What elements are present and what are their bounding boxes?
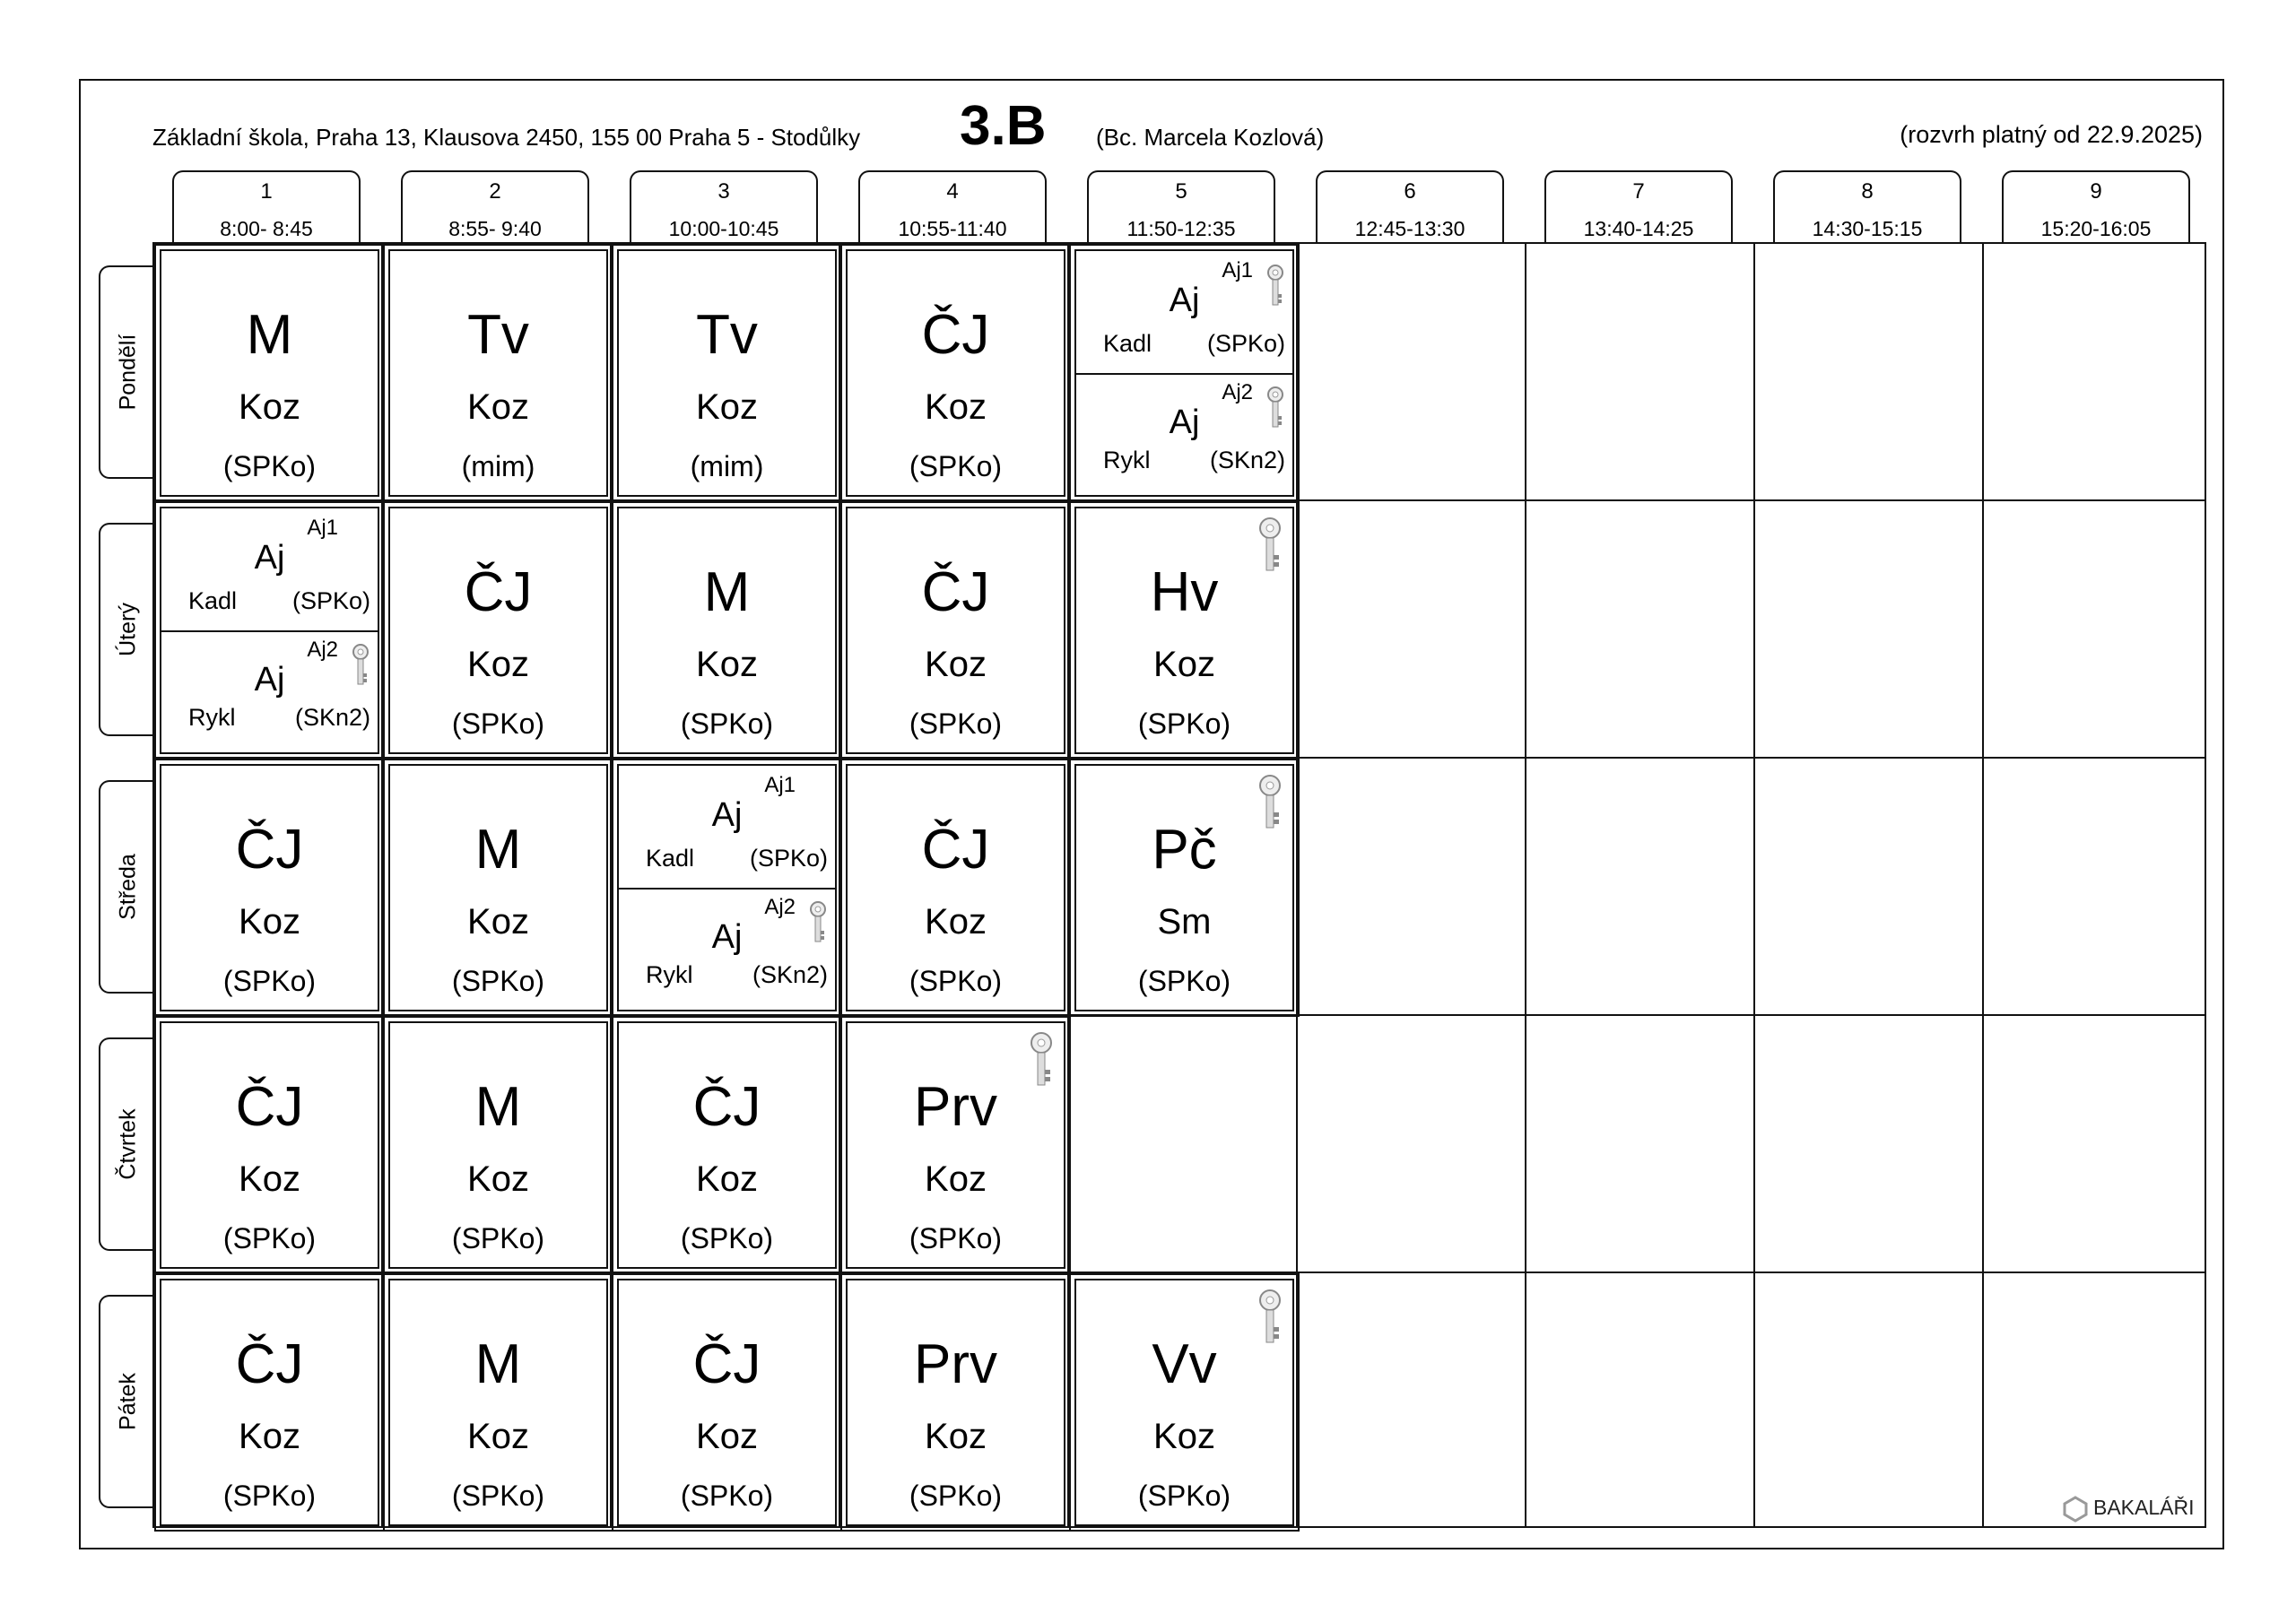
day-label: Úterý bbox=[115, 603, 141, 656]
group-label: Aj2 bbox=[764, 895, 796, 919]
period-number: 9 bbox=[2090, 179, 2102, 204]
group-lesson[interactable] bbox=[161, 630, 378, 752]
bakalari-logo bbox=[2063, 1496, 2195, 1523]
lesson-room: (SPKo) bbox=[909, 450, 1003, 482]
lesson-subject: M bbox=[246, 304, 293, 366]
grid-line bbox=[152, 499, 2206, 501]
lesson-teacher: Koz bbox=[239, 1159, 300, 1199]
group-teacher: Rykl bbox=[188, 704, 236, 731]
group-label: Aj1 bbox=[1222, 258, 1253, 282]
lesson-room: (SPKo) bbox=[1137, 1480, 1231, 1512]
lesson-room: (SPKo) bbox=[451, 1480, 545, 1512]
group-lesson[interactable] bbox=[619, 766, 835, 890]
group-teacher: Rykl bbox=[1103, 447, 1151, 473]
lesson-room: (SPKo) bbox=[909, 1222, 1003, 1254]
lesson-subject: ČJ bbox=[464, 561, 533, 623]
lesson-room: (SPKo) bbox=[1137, 965, 1231, 997]
lesson-room: (SPKo) bbox=[909, 1480, 1003, 1512]
lesson-teacher: Koz bbox=[467, 387, 529, 427]
group-lesson[interactable] bbox=[1076, 251, 1292, 375]
day-label: Středa bbox=[115, 854, 141, 920]
lesson-room: (SPKo) bbox=[222, 450, 317, 482]
group-label: Aj2 bbox=[1222, 380, 1253, 404]
group-subject: Aj bbox=[1169, 282, 1200, 319]
lesson-cell[interactable] bbox=[388, 1021, 608, 1269]
period-time: 10:55-11:40 bbox=[898, 217, 1007, 240]
lesson-room: (SPKo) bbox=[451, 1222, 545, 1254]
group-room: (SPKo) bbox=[1206, 330, 1285, 357]
lesson-subject: ČJ bbox=[235, 1333, 304, 1395]
lesson-room: (SPKo) bbox=[451, 965, 545, 997]
lesson-subject: ČJ bbox=[921, 304, 990, 366]
period-number: 3 bbox=[718, 179, 730, 204]
grid-line bbox=[1525, 242, 1526, 1528]
group-room: (SKn2) bbox=[1209, 447, 1285, 473]
lesson-subject: Tv bbox=[696, 304, 758, 366]
lesson-teacher: Koz bbox=[467, 902, 529, 942]
day-label: Pátek bbox=[115, 1373, 141, 1430]
lesson-teacher: Koz bbox=[1153, 1417, 1215, 1456]
day-tab-friday bbox=[99, 1295, 156, 1508]
period-tab-1 bbox=[172, 170, 361, 242]
lesson-cell[interactable] bbox=[846, 1021, 1065, 1269]
validity-date: (rozvrh platný od 22.9.2025) bbox=[1900, 121, 2203, 148]
lesson-subject: ČJ bbox=[692, 1333, 761, 1395]
lesson-room: (mim) bbox=[690, 450, 764, 482]
grid-line bbox=[152, 1271, 2206, 1273]
lesson-room: (SPKo) bbox=[680, 707, 774, 740]
period-time: 8:00- 8:45 bbox=[220, 217, 313, 240]
lesson-subject: Tv bbox=[467, 304, 529, 366]
logo-text: BAKALÁŘI bbox=[2093, 1496, 2195, 1520]
period-number: 2 bbox=[489, 179, 501, 204]
period-tab-2 bbox=[401, 170, 589, 242]
lesson-teacher: Koz bbox=[696, 387, 758, 427]
lesson-teacher: Koz bbox=[925, 1159, 987, 1199]
lesson-room: (mim) bbox=[461, 450, 535, 482]
day-tab-wednesday bbox=[99, 780, 156, 994]
day-label: Pondělí bbox=[115, 334, 141, 411]
group-subject: Aj bbox=[254, 661, 285, 699]
period-tab-9 bbox=[2002, 170, 2190, 242]
grid-line bbox=[1753, 242, 1755, 1528]
lesson-teacher: Koz bbox=[1153, 645, 1215, 684]
lesson-cell[interactable] bbox=[388, 507, 608, 754]
lesson-room: (SPKo) bbox=[1137, 707, 1231, 740]
grid-line bbox=[1982, 242, 1984, 1528]
period-tab-8 bbox=[1773, 170, 1961, 242]
lesson-teacher: Koz bbox=[467, 1417, 529, 1456]
grid-line bbox=[839, 242, 840, 1528]
group-teacher: Kadl bbox=[646, 845, 695, 872]
group-subject: Aj bbox=[254, 539, 285, 577]
lesson-teacher: Sm bbox=[1157, 902, 1212, 942]
group-label: Aj2 bbox=[307, 638, 338, 662]
lesson-cell[interactable] bbox=[617, 1279, 837, 1526]
lesson-cell[interactable] bbox=[160, 249, 379, 497]
lesson-room: (SPKo) bbox=[680, 1480, 774, 1512]
lesson-teacher: Koz bbox=[467, 645, 529, 684]
lesson-room: (SPKo) bbox=[680, 1222, 774, 1254]
class-teacher: (Bc. Marcela Kozlová) bbox=[1096, 124, 1325, 151]
hexagon-logo-icon bbox=[2063, 1496, 2088, 1523]
lesson-teacher: Koz bbox=[239, 1417, 300, 1456]
lesson-subject: M bbox=[474, 819, 522, 881]
lesson-cell[interactable] bbox=[617, 1021, 837, 1269]
grid-line bbox=[1296, 242, 1298, 1528]
lesson-teacher: Koz bbox=[925, 645, 987, 684]
lesson-room: (SPKo) bbox=[451, 707, 545, 740]
grid-line bbox=[152, 1014, 2206, 1016]
lesson-cell[interactable] bbox=[617, 507, 837, 754]
period-time: 12:45-13:30 bbox=[1354, 217, 1465, 240]
lesson-room: (SPKo) bbox=[222, 1480, 317, 1512]
lesson-subject: ČJ bbox=[235, 819, 304, 881]
lesson-teacher: Koz bbox=[696, 645, 758, 684]
lesson-cell[interactable] bbox=[846, 764, 1065, 1011]
lesson-teacher: Koz bbox=[239, 902, 300, 942]
day-tab-monday bbox=[99, 265, 156, 479]
period-number: 6 bbox=[1404, 179, 1416, 204]
lesson-teacher: Koz bbox=[467, 1159, 529, 1199]
group-label: Aj1 bbox=[307, 516, 338, 540]
period-tab-5 bbox=[1087, 170, 1275, 242]
lesson-subject: M bbox=[703, 561, 751, 623]
lesson-subject: Prv bbox=[914, 1333, 997, 1395]
period-time: 11:50-12:35 bbox=[1126, 217, 1236, 240]
lesson-cell[interactable] bbox=[1074, 764, 1294, 1011]
lesson-room: (SPKo) bbox=[222, 1222, 317, 1254]
lesson-subject: ČJ bbox=[692, 1076, 761, 1138]
grid-line bbox=[610, 242, 612, 1528]
period-time: 10:00-10:45 bbox=[668, 217, 779, 240]
day-label: Čtvrtek bbox=[115, 1108, 141, 1180]
group-lesson[interactable] bbox=[1076, 373, 1292, 495]
lesson-cell-split[interactable] bbox=[1074, 249, 1294, 497]
group-subject: Aj bbox=[711, 918, 743, 956]
period-number: 1 bbox=[260, 179, 273, 204]
period-number: 7 bbox=[1632, 179, 1645, 204]
lesson-cell[interactable] bbox=[1074, 1279, 1294, 1526]
lesson-subject: ČJ bbox=[235, 1076, 304, 1138]
period-time: 14:30-15:15 bbox=[1812, 217, 1923, 240]
lesson-subject: Pč bbox=[1152, 819, 1217, 881]
lesson-teacher: Koz bbox=[925, 387, 987, 427]
period-time: 15:20-16:05 bbox=[2040, 217, 2152, 240]
group-teacher: Rykl bbox=[646, 961, 693, 988]
lesson-subject: Prv bbox=[914, 1076, 997, 1138]
lesson-cell[interactable] bbox=[160, 764, 379, 1011]
day-tab-thursday bbox=[99, 1037, 156, 1251]
lesson-subject: Hv bbox=[1150, 561, 1219, 623]
lesson-teacher: Koz bbox=[696, 1159, 758, 1199]
group-room: (SKn2) bbox=[752, 961, 828, 988]
lesson-cell-split[interactable] bbox=[160, 507, 379, 754]
lesson-cell[interactable] bbox=[388, 764, 608, 1011]
group-room: (SPKo) bbox=[749, 845, 828, 872]
period-tab-6 bbox=[1316, 170, 1504, 242]
lesson-cell[interactable] bbox=[388, 249, 608, 497]
school-name: Základní škola, Praha 13, Klausova 2450, 155 00 Praha 5 - Stodůlky bbox=[152, 124, 861, 151]
period-number: 8 bbox=[1861, 179, 1874, 204]
lesson-teacher: Koz bbox=[239, 387, 300, 427]
lesson-teacher: Koz bbox=[925, 1417, 987, 1456]
lesson-room: (SPKo) bbox=[222, 965, 317, 997]
group-subject: Aj bbox=[1169, 404, 1200, 441]
group-room: (SPKo) bbox=[291, 587, 370, 614]
lesson-cell[interactable] bbox=[1074, 507, 1294, 754]
group-subject: Aj bbox=[711, 796, 743, 834]
grid-line bbox=[1067, 242, 1069, 1528]
lesson-teacher: Koz bbox=[696, 1417, 758, 1456]
lesson-subject: ČJ bbox=[921, 561, 990, 623]
lesson-cell[interactable] bbox=[846, 507, 1065, 754]
group-lesson[interactable] bbox=[161, 508, 378, 632]
lesson-cell[interactable] bbox=[160, 1279, 379, 1526]
period-number: 5 bbox=[1175, 179, 1187, 204]
period-tab-7 bbox=[1544, 170, 1733, 242]
lesson-cell-split[interactable] bbox=[617, 764, 837, 1011]
group-label: Aj1 bbox=[764, 773, 796, 797]
grid-line bbox=[381, 242, 383, 1528]
lesson-subject: M bbox=[474, 1333, 522, 1395]
lesson-cell[interactable] bbox=[160, 1021, 379, 1269]
lesson-cell[interactable] bbox=[388, 1279, 608, 1526]
period-time: 8:55- 9:40 bbox=[448, 217, 542, 240]
period-number: 4 bbox=[946, 179, 959, 204]
group-room: (SKn2) bbox=[294, 704, 370, 731]
lesson-subject: ČJ bbox=[921, 819, 990, 881]
lesson-cell[interactable] bbox=[846, 1279, 1065, 1526]
lesson-room: (SPKo) bbox=[909, 965, 1003, 997]
lesson-teacher: Koz bbox=[925, 902, 987, 942]
lesson-subject: M bbox=[474, 1076, 522, 1138]
group-teacher: Kadl bbox=[188, 587, 238, 614]
group-lesson[interactable] bbox=[619, 888, 835, 1010]
lesson-room: (SPKo) bbox=[909, 707, 1003, 740]
period-tab-3 bbox=[630, 170, 818, 242]
class-name: 3.B bbox=[960, 95, 1047, 157]
group-teacher: Kadl bbox=[1103, 330, 1152, 357]
period-tab-4 bbox=[858, 170, 1047, 242]
period-time: 13:40-14:25 bbox=[1583, 217, 1694, 240]
lesson-cell[interactable] bbox=[846, 249, 1065, 497]
grid-line bbox=[152, 757, 2206, 759]
lesson-cell[interactable] bbox=[617, 249, 837, 497]
day-tab-tuesday bbox=[99, 523, 156, 736]
lesson-subject: Vv bbox=[1152, 1333, 1217, 1395]
